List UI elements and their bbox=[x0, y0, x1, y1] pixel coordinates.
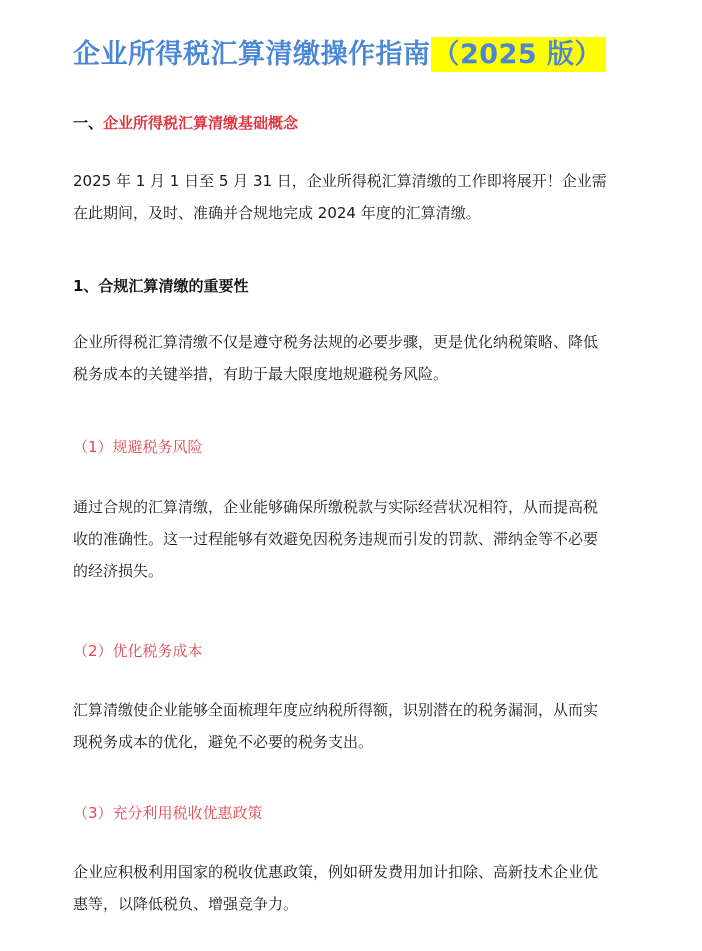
subsection-heading: 1、合规汇算清缴的重要性 bbox=[73, 277, 249, 295]
paragraph-line: 收的准确性。这一过程能够有效避免因税务违规而引发的罚款、滞纳金等不必要 bbox=[73, 530, 599, 548]
point-heading-incentives: （3）充分利用税收优惠政策 bbox=[73, 804, 263, 822]
paragraph-line: 的经济损失。 bbox=[73, 562, 164, 580]
importance-paragraph bbox=[73, 326, 633, 390]
paragraph-line: 现税务成本的优化，避免不必要的税务支出。 bbox=[73, 733, 374, 751]
section-heading-text: 企业所得税汇算清缴基础概念 bbox=[103, 114, 299, 132]
paragraph-line: 税务成本的关键举措，有助于最大限度地规避税务风险。 bbox=[73, 365, 449, 383]
paragraph-line: 2025 年 1 月 1 日至 5 月 31 日，企业所得税汇算清缴的工作即将展开！企业需 bbox=[73, 172, 607, 190]
title-main: 企业所得税汇算清缴操作指南 bbox=[73, 39, 431, 70]
title-year-highlight: （2025 版） bbox=[431, 37, 607, 72]
section-number: 一、 bbox=[73, 114, 104, 132]
section-heading bbox=[73, 112, 298, 133]
paragraph-line: 惠等，以降低税负、增强竞争力。 bbox=[73, 895, 299, 913]
intro-paragraph bbox=[73, 165, 633, 229]
point-paragraph-cost bbox=[73, 694, 633, 758]
point-heading-cost: （2）优化税务成本 bbox=[73, 642, 203, 660]
paragraph-line: 企业应积极利用国家的税收优惠政策，例如研发费用加计扣除、高新技术企业优 bbox=[73, 863, 599, 881]
paragraph-line: 汇算清缴使企业能够全面梳理年度应纳税所得额，识别潜在的税务漏洞，从而实 bbox=[73, 701, 599, 719]
point-heading-risk: （1）规避税务风险 bbox=[73, 438, 203, 456]
paragraph-line: 在此期间，及时、准确并合规地完成 2024 年度的汇算清缴。 bbox=[73, 204, 481, 222]
paragraph-line: 企业所得税汇算清缴不仅是遵守税务法规的必要步骤，更是优化纳税策略、降低 bbox=[73, 333, 599, 351]
point-paragraph-risk bbox=[73, 491, 633, 587]
page-title bbox=[73, 32, 606, 71]
paragraph-line: 通过合规的汇算清缴，企业能够确保所缴税款与实际经营状况相符，从而提高税 bbox=[73, 498, 599, 516]
point-paragraph-incentives bbox=[73, 856, 633, 920]
